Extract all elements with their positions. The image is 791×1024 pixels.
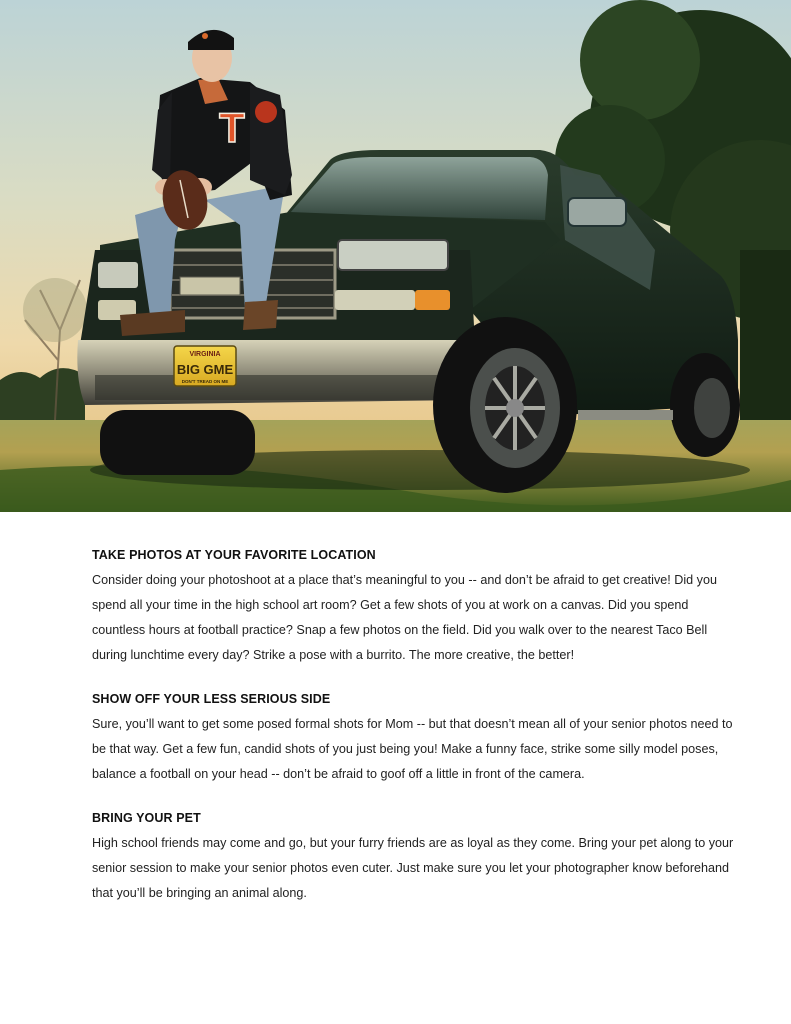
section-bring-your-pet bbox=[92, 808, 737, 906]
front-left-wheel bbox=[100, 410, 255, 475]
section-heading: TAKE PHOTOS AT YOUR FAVORITE LOCATION bbox=[92, 548, 376, 562]
plate-state: VIRGINIA bbox=[189, 351, 221, 358]
section-paragraph: High school friends may come and go, but your furry friends are as loyal as they come. Bring your pet along to your senior session to make your senior photos even cuter. Just make sure you let your photographer know beforehand that you’ll be bringing an animal along. bbox=[92, 836, 734, 900]
article-body bbox=[92, 545, 737, 927]
jacket-letter: T bbox=[219, 104, 245, 151]
plate-number: BIG GME bbox=[176, 362, 234, 377]
section-paragraph: Consider doing your photoshoot at a place that’s meaningful to you -- and don’t be afraid to get creative! Did you spend all your time in the high school art room? Get a few shots of you at work on a canvas. Did you spend countless hours at football practice? Snap a few photos on the field. Did you walk over to the nearest Taco Bell during lunchtime every day? Strike a pose with a burrito. The more creative, the better! bbox=[92, 573, 717, 662]
section-favorite-location bbox=[92, 545, 737, 668]
rear-wheel bbox=[670, 353, 740, 457]
section-heading: SHOW OFF YOUR LESS SERIOUS SIDE bbox=[92, 692, 331, 706]
section-paragraph: Sure, you’ll want to get some posed formal shots for Mom -- but that doesn’t mean all of your senior photos need to be that way. Get a few fun, candid shots of you just being you! Make a funny face, strike some silly model poses, balance a football on your head -- don’t be afraid to goof off a little in front of the camera. bbox=[92, 717, 733, 781]
front-right-wheel bbox=[433, 317, 577, 493]
plate-motto: DON'T TREAD ON ME bbox=[181, 379, 229, 384]
section-heading: BRING YOUR PET bbox=[92, 811, 201, 825]
section-less-serious-side bbox=[92, 689, 737, 787]
